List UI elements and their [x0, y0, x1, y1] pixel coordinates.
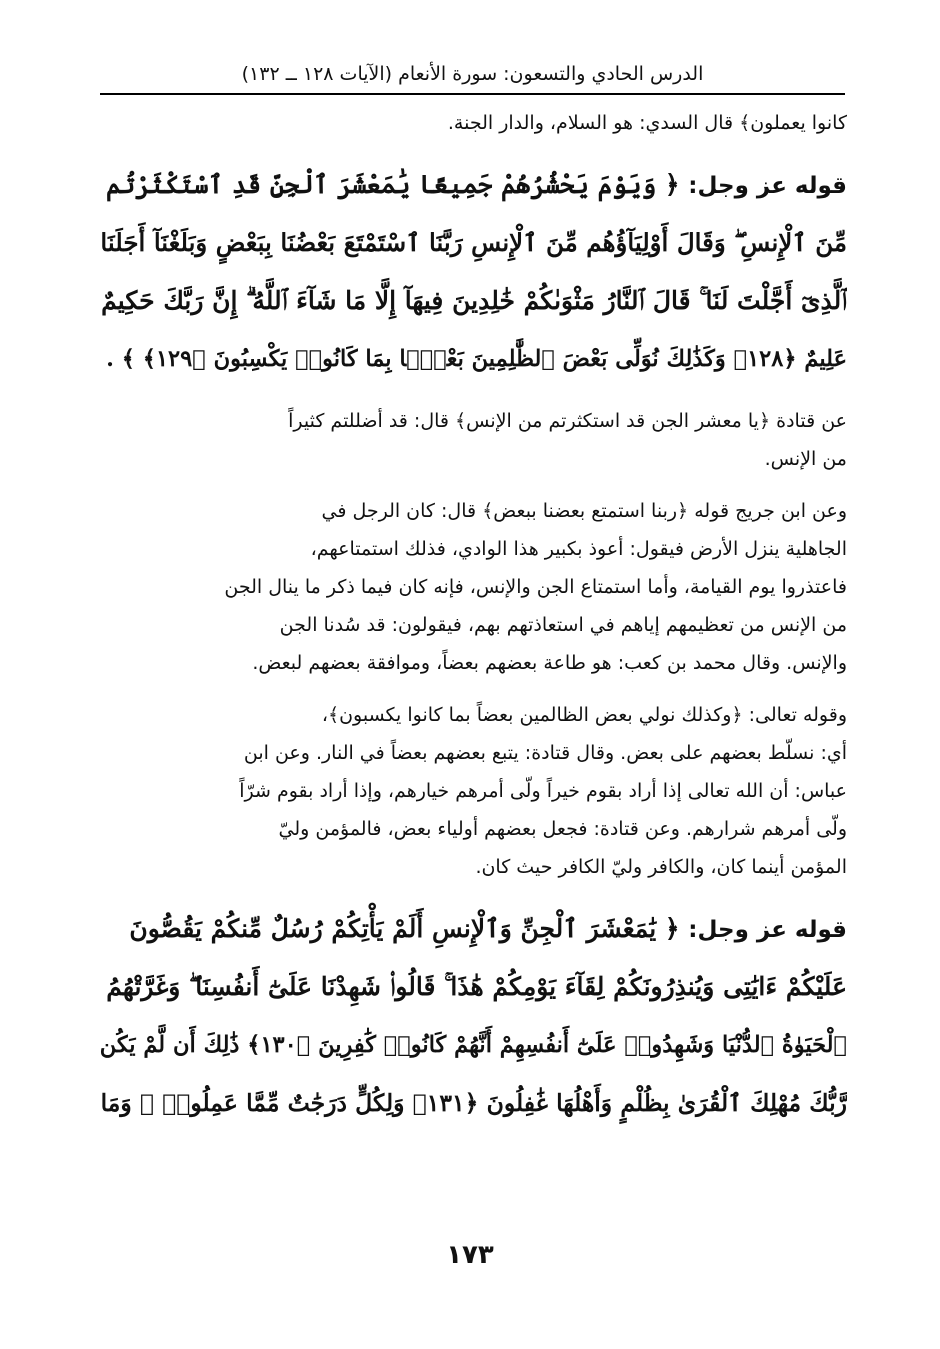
paragraph-ibn-jurayj — [95, 492, 847, 682]
paragraph-gap — [95, 886, 847, 900]
verse-line: عَلَيْكُمْ ءَايَٰتِى وَيُنذِرُونَكُمْ لِقَآءَ يَوْمِكُمْ هَٰذَا ۚ قَالُوا۟ شَهِدْنَا عَلَىٰٓ أَنفُسِنَا ۖ وَغَرَّتْهُمُ — [106, 972, 847, 1001]
verse-lead: قوله عز وجل: — [688, 173, 847, 199]
verse-block-128-129 — [95, 156, 847, 388]
paragraph-continuation — [95, 104, 847, 142]
text-line: المؤمن أينما كان، والكافر وليّ الكافر حيث كان. — [475, 856, 847, 878]
running-header: الدرس الحادي والتسعون: سورة الأنعام (الآيات ١٢٨ ــ ١٣٢) — [241, 63, 704, 85]
verse-text: ﴿ وَيَوْمَ يَحْشُرُهُمْ جَمِيعًا يَٰمَعْشَرَ ٱلْجِنِّ قَدِ ٱسْتَكْثَرْتُم — [105, 170, 680, 199]
text-line: وعن ابن جريج قوله ﴿ربنا استمتع بعضنا ببعض﴾ قال: كان الرجل في — [321, 500, 847, 522]
verse-text: ﴿ يَٰمَعْشَرَ ٱلْجِنِّ وَٱلْإِنسِ أَلَمْ يَأْتِكُمْ رُسُلٌ مِّنكُمْ يَقُصُّونَ — [129, 914, 680, 943]
verse-line: عَلِيمٌ ﴿١٢٨﴾ وَكَذَٰلِكَ نُوَلِّى بَعْضَ ٱلظَّٰلِمِينَ بَعْضًۢا بِمَا كَانُوا۟ يَكْسِبُونَ ﴿١٢٩﴾ ﴾ . — [106, 346, 847, 372]
text-line: عن قتادة ﴿يا معشر الجن قد استكثرتم من الإنس﴾ قال: قد أضللتم كثيراً — [288, 410, 847, 432]
text-line: والإنس. وقال محمد بن كعب: هو طاعة بعضهم بعضاً، وموافقة بعضهم لبعض. — [252, 652, 847, 674]
text-line: الجاهلية ينزل الأرض فيقول: أعوذ بكبير هذا الوادي، فذلك استمتاعهم، — [310, 538, 847, 560]
paragraph-gap — [95, 478, 847, 492]
verse-lead: قوله عز وجل: — [688, 917, 847, 943]
verse-line-first — [95, 900, 847, 958]
header-rule — [100, 93, 845, 95]
verse-line: ٱلَّذِىٓ أَجَّلْتَ لَنَا ۚ قَالَ ٱلنَّارُ مَثْوَىٰكُمْ خَٰلِدِينَ فِيهَآ إِلَّا مَا شَآءَ ٱللَّهُ ۗ إِنَّ رَبَّكَ حَكِيمٌ — [101, 286, 847, 315]
paragraph-gap — [95, 388, 847, 402]
text-line: أي: نسلّط بعضهم على بعض. وقال قتادة: يتبع بعضهم بعضاً في النار. وعن ابن — [243, 742, 847, 764]
text-line: فاعتذروا يوم القيامة، وأما استمتاع الجن والإنس، فإنه كان فيما ذكر ما ينال الجن — [224, 576, 847, 598]
text-line: ولّى أمرهم شرارهم. وعن قتادة: فجعل بعضهم أولياء بعض، فالمؤمن وليّ — [278, 818, 847, 840]
verse-line: رَّبُّكَ مُهْلِكَ ٱلْقُرَىٰ بِظُلْمٍ وَأَهْلُهَا غَٰفِلُونَ ﴿١٣١﴾ وَلِكُلٍّ دَرَجَٰتٌ مِّمَّا عَمِلُوا۟ ۚ وَمَا — [100, 1089, 847, 1117]
page-number: ١٧٣ — [446, 1240, 494, 1270]
paragraph-gap — [95, 142, 847, 156]
paragraph-gap — [95, 682, 847, 696]
paragraph-nuwalli — [95, 696, 847, 886]
text-line: عباس: أن الله تعالى إذا أراد بقوم خيراً ولّى أمرهم خيارهم، وإذا أراد بقوم شرّاً — [239, 780, 847, 802]
text-line: من الإنس. — [764, 448, 847, 470]
text-line: كانوا يعملون﴾ قال السدي: هو السلام، والدار الجنة. — [447, 112, 847, 134]
verse-block-130-132 — [95, 900, 847, 1132]
text-line: وقوله تعالى: ﴿وكذلك نولي بعض الظالمين بعضاً بما كانوا يكسبون﴾، — [321, 704, 847, 726]
text-line: من الإنس من تعظيمهم إياهم في استعاذتهم بهم، فيقولون: قد سُدنا الجن — [279, 614, 847, 636]
paragraph-qatada — [95, 402, 847, 478]
verse-line: ٱلْحَيَوٰةُ ٱلدُّنْيَا وَشَهِدُوا۟ عَلَىٰٓ أَنفُسِهِمْ أَنَّهُمْ كَانُوا۟ كَٰفِرِينَ ﴿١٣٠﴾ ذَٰلِكَ أَن لَّمْ يَكُن — [99, 1032, 847, 1058]
verse-line-first — [95, 156, 847, 214]
verse-line: مِّنَ ٱلْإِنسِ ۖ وَقَالَ أَوْلِيَآؤُهُم مِّنَ ٱلْإِنسِ رَبَّنَا ٱسْتَمْتَعَ بَعْضُنَا بِبَعْضٍ وَبَلَغْنَآ أَجَلَنَا — [100, 228, 847, 257]
page-body — [95, 104, 847, 1132]
